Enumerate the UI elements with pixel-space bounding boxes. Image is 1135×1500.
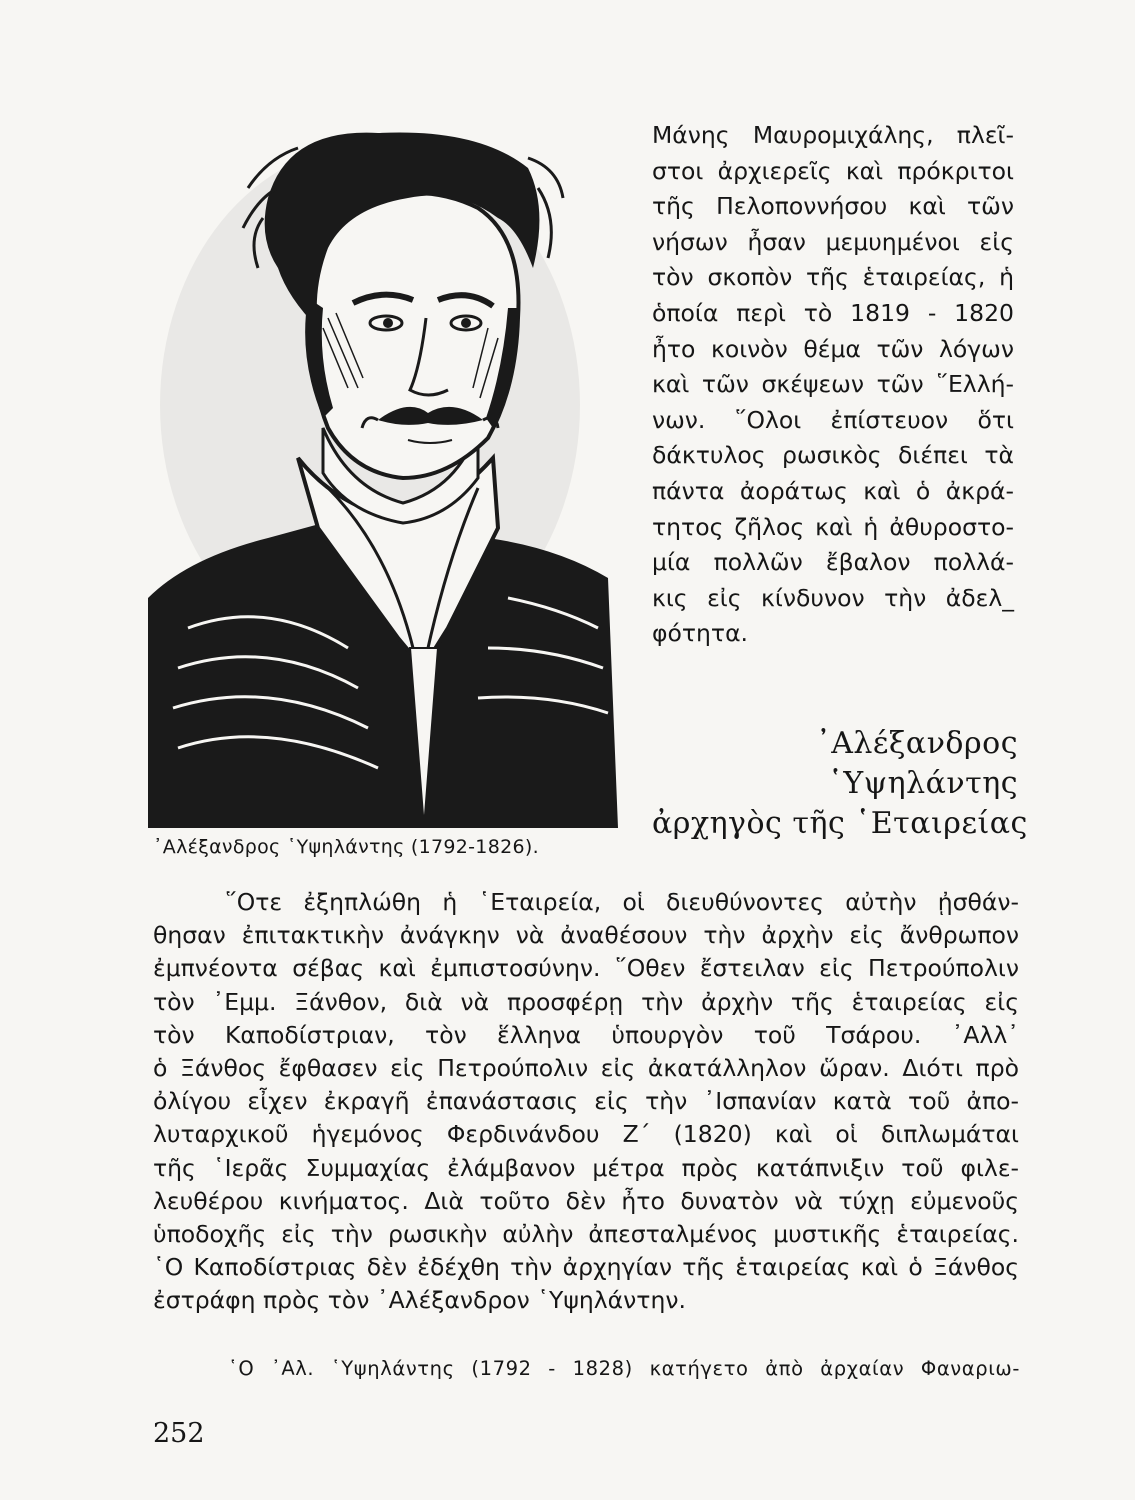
text-line: ἦτο κοινὸν θέμα τῶν λόγων — [652, 334, 1014, 363]
text-line: τῆς Πελοποννήσου καὶ τῶν — [652, 192, 1014, 221]
portrait-engraving — [148, 128, 618, 828]
text-line: ῞Οτε ἐξηπλώθη ἡ ῾Εταιρεία, οἱ διευθύνοντες αὐτὴν ᾐσθάν- — [225, 888, 1019, 916]
text-line: λυταρχικοῦ ἡγεμόνος Φερδινάνδου Ζ΄ (1820) καὶ οἱ διπλωμάται — [153, 1120, 1019, 1149]
portrait-illustration — [148, 128, 618, 828]
side-column-text — [652, 118, 1014, 652]
body-paragraph — [153, 886, 1019, 1318]
text-line: ὑποδοχῆς εἰς τὴν ρωσικὴν αὐλὴν ἀπεσταλμένος μυστικῆς ἑταιρείας. — [153, 1220, 1019, 1249]
text-line: δάκτυλος ρωσικὸς διέπει τὰ — [652, 441, 1014, 470]
text-line: ὁποία περὶ τὸ 1819 - 1820 — [652, 298, 1014, 327]
text-line: νων. ῞Ολοι ἐπίστευον ὅτι — [652, 405, 1014, 434]
text-line: στοι ἀρχιερεῖς καὶ πρόκριτοι — [652, 156, 1014, 185]
heading-line: ᾿Αλέξανδρος — [815, 726, 1018, 761]
text-line: Μάνης Μαυρομιχάλης, πλεῖ- — [652, 121, 1014, 149]
text-line: νήσων ἦσαν μεμυημένοι εἰς — [652, 227, 1014, 256]
heading-line: ῾Υψηλάντης — [827, 766, 1018, 801]
text-line: πάντα ἀοράτως καὶ ὁ ἀκρά- — [652, 476, 1014, 505]
section-heading — [652, 724, 1028, 844]
text-line: κις εἰς κίνδυνον τὴν ἀδελ_ — [652, 583, 1014, 612]
text-line: τὸν σκοπὸν τῆς ἑταιρείας, ἡ — [652, 263, 1014, 292]
text-line: λευθέρου κινήματος. Διὰ τοῦτο δὲν ἦτο δυνατὸν νὰ τύχῃ εὐμενοῦς — [153, 1186, 1019, 1215]
text-line: τῆς ῾Ιερᾶς Συμμαχίας ἐλάμβανον μέτρα πρὸς κατάπνιξιν τοῦ φιλε- — [153, 1153, 1019, 1182]
text-line: ὁ Ξάνθος ἔφθασεν εἰς Πετρούπολιν εἰς ἀκατάλληλον ὥραν. Διότι πρὸ — [153, 1054, 1019, 1083]
text-line: φότητα. — [652, 619, 749, 648]
text-line: τὸν Καποδίστριαν, τὸν ἕλληνα ὑπουργὸν τοῦ Τσάρου. ᾿Αλλ᾿ — [153, 1020, 1019, 1049]
text-line: ἐμπνέοντα σέβας καὶ ἐμπιστοσύνην. ῞Οθεν ἔστειλαν εἰς Πετρούπολιν — [153, 954, 1019, 983]
text-line: ὀλίγου εἶχεν ἐκραγῆ ἐπανάστασις εἰς τὴν ᾿Ισπανίαν κατὰ τοῦ ἀπο- — [153, 1087, 1019, 1116]
text-line: μία πολλῶν ἔβαλον πολλά- — [652, 548, 1014, 577]
text-line: θησαν ἐπιτακτικὴν ἀνάγκην νὰ ἀναθέσουν τὴν ἀρχὴν εἰς ἄνθρωπον — [153, 921, 1019, 950]
footnote: ῾Ο ᾿Αλ. ῾Υψηλάντης (1792 - 1828) κατήγετο ἀπὸ ἀρχαίαν Φαναριω- — [228, 1357, 1020, 1380]
text-line: ῾Ο Καποδίστριας δὲν ἐδέχθη τὴν ἀρχηγίαν τῆς ἑταιρείας καὶ ὁ Ξάνθος — [153, 1253, 1019, 1282]
text-line: τὸν ᾿Εμμ. Ξάνθον, διὰ νὰ προσφέρῃ τὴν ἀρχὴν τῆς ἑταιρείας εἰς — [153, 987, 1019, 1016]
text-line: τητος ζῆλος καὶ ἡ ἀθυροστο- — [652, 512, 1014, 541]
text-line: ἐστράφη πρὸς τὸν ᾿Αλέξανδρον ῾Υψηλάντην. — [153, 1286, 686, 1315]
page-number: 252 — [153, 1418, 205, 1449]
text-line: καὶ τῶν σκέψεων τῶν ῞Ελλή- — [652, 370, 1014, 399]
heading-line: ἀρχηγὸς τῆς ῾Εταιρείας — [652, 806, 1028, 841]
figure-caption: ᾿Αλέξανδρος ῾Υψηλάντης (1792-1826). — [153, 836, 539, 858]
